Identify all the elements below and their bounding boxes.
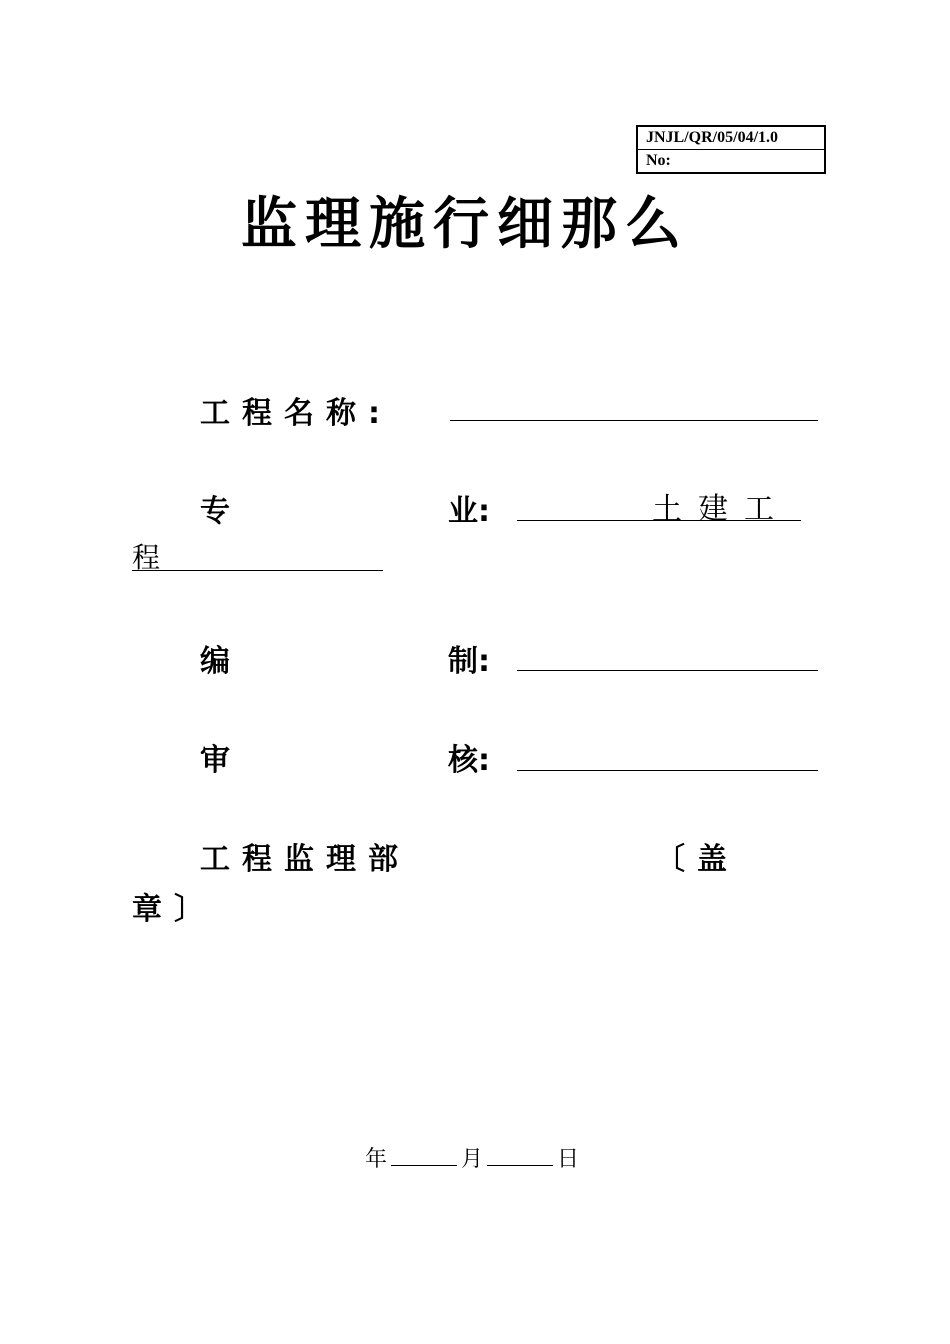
- date-line: [365, 1142, 579, 1173]
- seal-note: 〔盖: [655, 842, 739, 877]
- document-code: JNJL/QR/05/04/1.0: [646, 129, 779, 146]
- specialty-label: 专 业:: [200, 494, 490, 529]
- prepared-by-label: 编 制:: [200, 644, 490, 679]
- month-field[interactable]: [391, 1147, 457, 1166]
- department-label: 工程监理部: [200, 842, 410, 877]
- project-name-field[interactable]: [450, 420, 818, 421]
- specialty-value-continued: 程: [132, 541, 161, 574]
- day-field[interactable]: [487, 1147, 553, 1166]
- page-title: 监理施行细那么: [241, 192, 689, 257]
- year-label: 年: [365, 1147, 388, 1172]
- reviewed-by-field[interactable]: [517, 770, 818, 771]
- document-number-label: No:: [638, 149, 824, 172]
- prepared-by-field[interactable]: [517, 670, 818, 671]
- specialty-field-continued[interactable]: [132, 570, 383, 571]
- day-label: 日: [557, 1147, 580, 1172]
- specialty-value: 土建工: [652, 492, 790, 527]
- document-code-box: [636, 125, 826, 174]
- reviewed-by-label: 审 核:: [200, 743, 490, 778]
- month-label: 月: [461, 1147, 484, 1172]
- seal-note-continued: 章〕: [132, 892, 216, 927]
- project-name-label: 工程名称:: [200, 396, 392, 431]
